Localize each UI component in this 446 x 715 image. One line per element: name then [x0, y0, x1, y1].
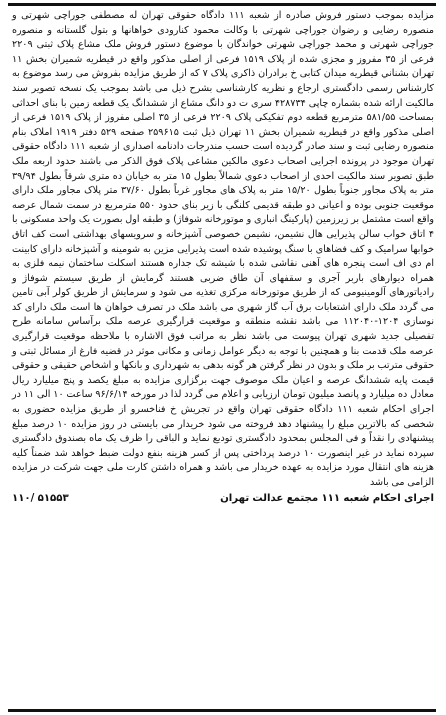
top-border-rule [8, 3, 436, 6]
footer-signature: اجرای احکام شعبه ۱۱۱ مجتمع عدالت تهران [220, 492, 434, 504]
auction-notice [10, 9, 436, 699]
notice-footer [12, 492, 434, 507]
footer-reference-number: ۱۱۰/ ۵۱۵۵۳ [12, 492, 69, 504]
notice-body-text: مزایده بموجب دستور فروش صادره از شعبه ۱۱۱ دادگاه حقوقی تهران له مصطفی جوراچی شهرتی و منصوره رضایی و رضوان جوراچی شهرتی با وکالت محمود کنارودی خواهانها و بتول گلستانه و منصوره جوراچی شهرتی و محمد جوراچی شهرتی خواندگان با موضوع دستور فروش ملک مشاع پلاک ثبتی ۲۲۰۹ فرعی از ۳۵ مفروز و مجزی شده از پلاک ۱۵۱۹ فرعی از اصلی مذکور واقع در قیطریه شمیران بخش ۱۱ تهران بشناني قیطریه میدان کتابی خ برادران ذاکری پلاک ۷ که از طریق مزایده بفروش می رسد موضوع به کارشناس رسمی دادگستری ارجاع و نظریه کارشناسی بشرح ذیل می باشد بموجب یک نسخه تصویر سند مالکیت ارائه شده بشماره چاپی ۴۲۸۷۳۴ سری ت دو دانگ مشاع از ششدانگ یک قطعه زمین با بنای احداثی بمساحت ۵۸۱/۵۵ مترمربع قطعه دوم تفکیکی پلاک ۲۲۰۹ فرعی از ۳۵ اصلی مفروز از پلاک ۱۵۱۹ فرعی از اصلی مذکور واقع در قیطریه شمیران بخش ۱۱ تهران ذیل ثبت ۲۵۹۶۱۵ صفحه ۵۲۹ دفتر ۱۹۱۹ املاک بنام منصوره رضایی ثبت و سند صادر گردیده است حسب مندرجات دادنامه اصداری از شعبه ۱۱۱ دادگاه حقوقی تهران موجود در پرونده اجرایی اصحاب دعوی مالکین مشاعی پلاک فوق الذکر می باشند حدود اربعه ملک طبق تصویر سند مالکیت احدی از اصحاب دعوی شمالاً بطول ۱۵ متر به خیابان ده متری شرقاً بطول ۳۹/۹۴ متر به پلاک مجاور جنوباً بطول ۱۵/۲۰ متر به پلاک های مجاور غرباً بطول ۳۷/۶۰ متر پلاک مجاور ملک دارای موقعیت جنوبی بوده و اعیانی دو طبقه قدیمی کلنگی با زیر بنای حدود ۵۵۰ مترمربع در سمت شمال عرصه واقع است مشتمل بر زیرزمین (پارکینگ انباری و موتورخانه شوفاژ) و طبقه اول بصورت یک واحد مسکونی با ۴ اتاق خواب سالن پذیرایی هال نشیمن، نشیمن خصوصی آشپزخانه و سرویسهای بهداشتی است کف اتاق خوابها سرامیک و کف فضاهای با سنگ پوشیده شده است پذیرایی مزین به شومینه و آشپزخانه دارای کابینت ام دی اف است پنجره های آهنی نقاشی شده با شیشه تک جداره هستند اسکلت ساختمان نیمه فلزی به همراه دیوارهای باربر آجری و سقفهای آن طاق ضربی هستند گرمایش از طریق سیستم شوفاژ و رادیاتورهای آلومینیومی که از طریق موتورخانه مرکزی تغذیه می شود و سرمایش از طریق کولر آبی تامین می گردد ملک دارای اشتعابات برق آب گاز شهری می باشد ملک در تصرف خواهان ها است ملک دارای کد نوسازی ۱۲۰۴-۱۱۲۰۴۰ می باشد نقشه منطقه و موقعیت قرارگیری عرصه ملک برآساس سامانه طرح تفصیلی جدید شهری تهران پیوست می باشد نظر به مراتب فوق الاشاره با ملاحظه موقعیت قرارگیری عرصه ملک قدمت بنا و همچنین با توجه به دیگر عوامل زمانی و مکانی موثر در قضیه فارغ از مسائل ثبتی و حقوقی مترتب بر ملک و بدون در نظر گرفتن هر گونه بدهی به شهرداری و بانکها و اشخاص حقیقی و حقوقی قیمت پایه ششدانگ عرصه و اعیان ملک موصوف جهت برگزاری مزایده به مبلغ یکصد و پنج میلیارد ریال معادل ده میلیارد و پانصد میلیون تومان ارزیابی و اعلام می گردد لذا در مورخه ۹۶/۶/۱۴ ساعت ۱۰ الی ۱۱ در اجرای احکام شعبه ۱۱۱ دادگاه حقوقی تهران واقع در تجریش خ فناخسرو از طریق مزایده حضوری به شخصی که بالاترین مبلغ را پیشنهاد دهد فروخته می شود خریدار می بایستی در روز مزایده ۱۰ درصد مبلغ پیشنهادی را نقداً و فی المجلس بمحدود دادگستری تودیع نماید و الباقی را ظرف یک ماه بصندوق دادگستری سپرده نماید در غیر اینصورت ۱۰ درصد پرداختی پس از کسر هزینه بنفع دولت ضبط خواهد شد ضمناً کلیه هزینه های انتقال مورد مزایده به عهده خریدار می باشد و همراه داشتن کارت ملی جهت شرکت در مزایده الزامی می باشد [12, 10, 435, 488]
bottom-border-rule [8, 709, 436, 712]
